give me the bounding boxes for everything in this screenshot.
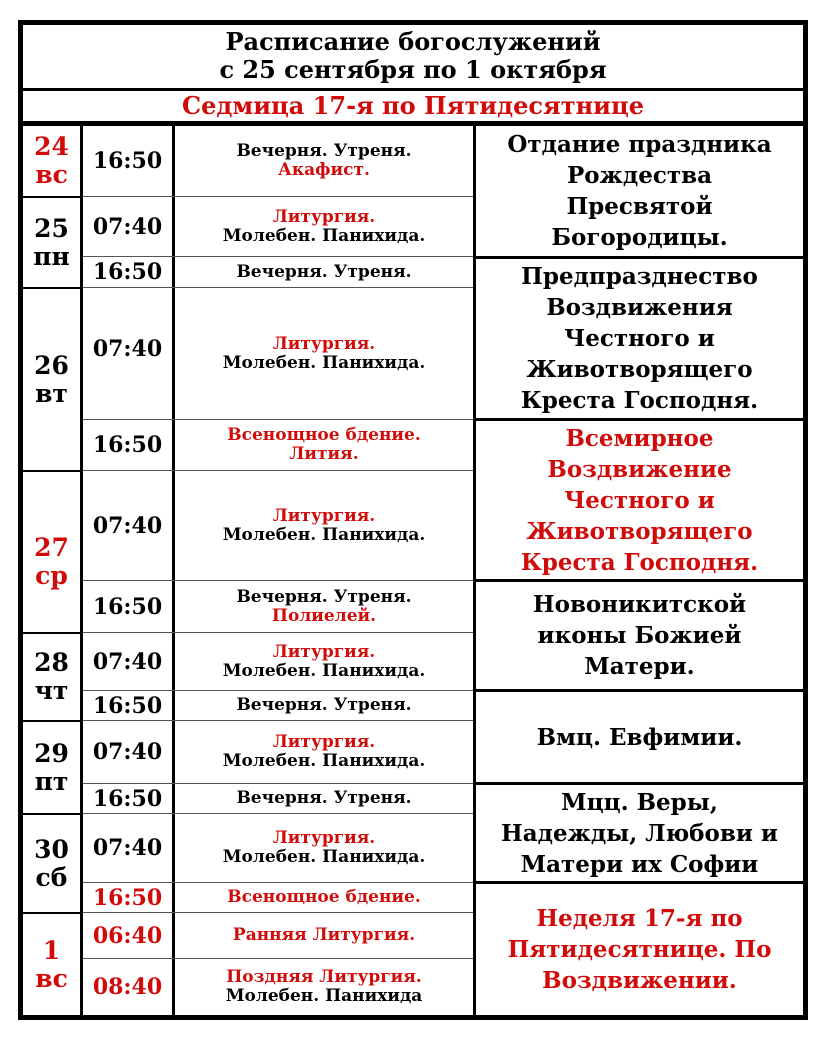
day-of-week: пн (33, 241, 70, 271)
service-line: Вечерня. Утреня. (236, 141, 412, 161)
day-of-week: чт (34, 676, 69, 705)
day-cell (23, 634, 80, 720)
day-number: 26 (34, 350, 69, 380)
service-time: 07:40 (92, 739, 163, 765)
feast-line: Воздвижение (547, 455, 732, 483)
service-time: 07:40 (92, 835, 163, 861)
service-time: 07:40 (92, 648, 163, 675)
day-number: 25 (34, 213, 69, 243)
day-cell (23, 289, 80, 470)
service-line: Молебен. Панихида (225, 986, 423, 1006)
service-line: Поздняя Литургия. (226, 967, 422, 987)
feast-cell (476, 126, 803, 256)
service-line: Литургия. (272, 505, 376, 526)
service-cell (175, 913, 473, 958)
service-time: 07:40 (92, 213, 163, 240)
feast-line: Воздвижения (546, 294, 733, 321)
service-cell (175, 784, 473, 813)
feast-line: Матери. (584, 653, 695, 680)
feast-line: Матери их Софии (520, 850, 759, 878)
feast-line: Мцц. Веры, (561, 788, 718, 816)
feast-line: Животворящего (526, 517, 753, 545)
service-time: 16:50 (92, 259, 163, 285)
feast-line: Вмц. Евфимии. (536, 723, 743, 751)
service-cell (175, 814, 473, 882)
feast-cell (476, 259, 803, 418)
feast-cell (476, 692, 803, 782)
service-time: 08:40 (92, 974, 163, 1000)
service-time: 07:40 (92, 513, 163, 539)
feast-line: Надежды, Любови и (501, 819, 778, 847)
service-cell (175, 197, 473, 256)
feast-line: Новоникитской (532, 591, 747, 618)
service-time: 16:50 (92, 148, 163, 174)
service-cell (175, 721, 473, 783)
service-time: 16:50 (92, 785, 163, 812)
service-line: Вечерня. Утреня. (236, 261, 412, 282)
title-line-2: с 25 сентября по 1 октября (219, 55, 607, 84)
day-cell (23, 815, 80, 912)
service-cell (175, 420, 473, 470)
day-cell (23, 126, 80, 196)
day-cell (23, 914, 80, 1015)
day-number: 24 (34, 132, 69, 161)
service-cell (175, 288, 473, 419)
service-line: Молебен. Панихида. (222, 524, 426, 545)
feast-line: Неделя 17-я по (536, 905, 743, 932)
day-cell (23, 472, 80, 632)
day-of-week: пт (34, 766, 69, 796)
week-title: Седмица 17-я по Пятидесятнице (182, 91, 644, 120)
service-line: Вечерня. Утреня. (236, 788, 412, 808)
service-line: Акафист. (278, 160, 370, 180)
day-of-week: сб (35, 862, 68, 892)
service-cell (175, 257, 473, 287)
feast-line: Воздвижении. (542, 967, 737, 994)
service-time: 16:50 (92, 593, 163, 620)
service-line: Всенощное бдение. (227, 887, 421, 907)
feast-line: Всемирное (565, 424, 714, 452)
service-line: Лития. (289, 444, 359, 464)
service-cell (175, 691, 473, 720)
service-line: Литургия. (272, 641, 376, 662)
feast-line: Животворящего (526, 356, 753, 383)
service-line: Литургия. (272, 732, 376, 752)
day-of-week: вс (35, 160, 68, 189)
feast-line: Креста Господня. (520, 548, 759, 576)
feast-line: Богородицы. (551, 224, 728, 251)
feast-line: Пресвятой (566, 193, 713, 220)
service-cell (175, 471, 473, 580)
service-line: Литургия. (272, 828, 376, 848)
service-time: 07:40 (92, 336, 163, 362)
day-cell (23, 198, 80, 287)
service-line: Полиелей. (271, 605, 377, 626)
feast-line: Честного и (564, 325, 715, 352)
service-time: 16:50 (92, 432, 163, 458)
day-number: 28 (34, 648, 69, 677)
service-line: Молебен. Панихида. (222, 225, 426, 246)
service-line: Всенощное бдение. (227, 425, 421, 445)
day-number: 30 (34, 834, 69, 864)
service-line: Вечерня. Утреня. (236, 586, 412, 607)
service-cell (175, 126, 473, 196)
feast-cell (476, 884, 803, 1015)
service-line: Ранняя Литургия. (232, 925, 416, 945)
day-number: 1 (42, 935, 61, 965)
feast-cell (476, 421, 803, 579)
feast-line: Отдание праздника (507, 131, 772, 158)
service-time: 16:50 (92, 692, 163, 719)
day-of-week: вт (35, 378, 68, 408)
feast-line: Честного и (564, 486, 715, 514)
feast-line: Креста Господня. (520, 387, 759, 414)
service-line: Литургия. (272, 206, 376, 227)
service-line: Молебен. Панихида. (222, 847, 426, 867)
page-title (23, 25, 803, 87)
service-line: Молебен. Панихида. (222, 751, 426, 771)
day-cell (23, 722, 80, 813)
service-line: Молебен. Панихида. (222, 352, 426, 373)
service-line: Литургия. (272, 333, 376, 354)
feast-line: иконы Божией (537, 622, 742, 649)
feast-line: Рождества (567, 162, 712, 189)
service-cell (175, 633, 473, 690)
day-number: 29 (34, 738, 69, 768)
service-time: 16:50 (92, 884, 163, 911)
day-number: 27 (34, 533, 69, 562)
service-cell (175, 959, 473, 1015)
feast-cell (476, 785, 803, 881)
feast-line: Пятидесятнице. По (507, 936, 772, 963)
service-time: 06:40 (92, 922, 163, 949)
title-line-1: Расписание богослужений (225, 27, 601, 56)
feast-cell (476, 582, 803, 689)
service-line: Вечерня. Утреня. (236, 695, 412, 715)
feast-line: Предпразднество (521, 263, 758, 290)
day-of-week: вс (35, 963, 68, 993)
service-line: Молебен. Панихида. (222, 660, 426, 681)
service-cell (175, 581, 473, 632)
day-of-week: ср (35, 561, 68, 590)
service-cell (175, 883, 473, 912)
